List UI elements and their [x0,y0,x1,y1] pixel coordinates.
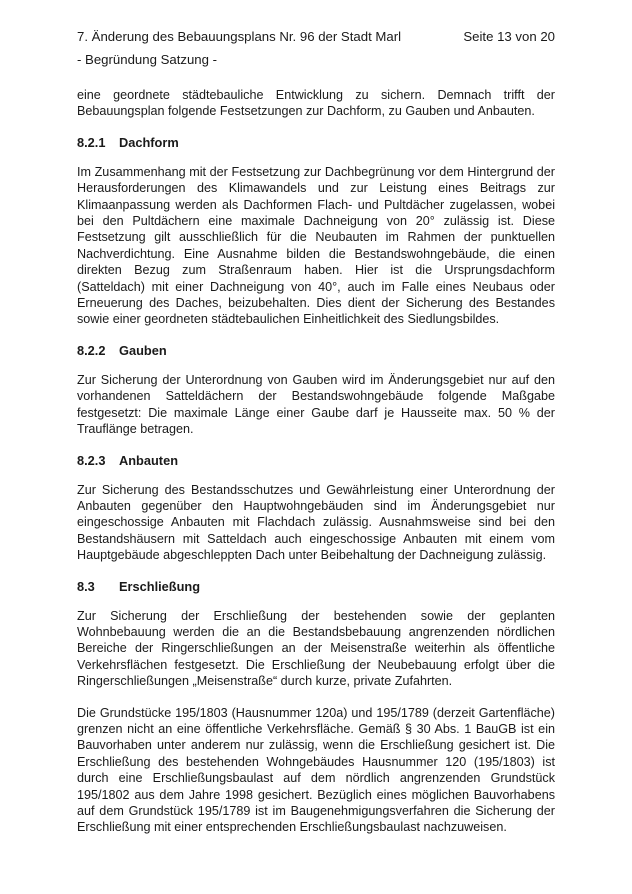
erschliessung-paragraph-2: Die Grundstücke 195/1803 (Hausnummer 120a) und 195/1789 (derzeit Gartenfläche) grenzen nicht an eine öffentliche Verkehrsfläche. Gemäß § 30 Abs. 1 BauGB ist ein Bauvorhaben unter anderem nur zulässig, wenn die Erschließung gesichert ist. Die Erschließung des bestehenden Wohngebäudes Hausnummer 120 (195/1803) ist durch eine Erschließungsbaulast auf dem nördlich angrenzenden Grundstück 195/1802 aus dem Jahre 1998 gesichert. Bezüglich eines möglichen Bauvorhabens auf dem Grundstück 195/1789 ist im Baugenehmigungsverfahren die Sicherung der Erschließung mit einer entsprechenden Erschließungsbaulast nachzuweisen. [77,705,555,835]
section-number: 8.3 [77,578,95,594]
document-title: 7. Änderung des Bebauungsplans Nr. 96 der Stadt Marl [77,29,402,44]
section-heading-dachform [77,135,555,151]
dachform-paragraph: Im Zusammenhang mit der Festsetzung zur Dachbegrünung vor dem Hintergrund der Herausforderungen des Klimawandels und zur Leistung eines Beitrags zur Klimaanpassung werden als Dachformen Flach- und Pultdächer zugelassen, wobei bei den Pultdächern eine maximale Dachneigung von 20° zulässig ist. Diese Festsetzung gilt ausschließlich für die Neubauten im Rahmen der punktuellen Nachverdichtung. Eine Ausnahme bilden die Bestandswohngebäude, die einen direkten Bezug zum Straßenraum haben. Hier ist die Ursprungsdachform (Satteldach) mit einer Dachneigung von 40°, auch im Falle eines Neubaus oder Erneuerung des Daches, beizubehalten. Dies dient der Sicherung des Bestandes sowie einer geordneten städtebaulichen Einheitlichkeit des Siedlungsbildes. [77,164,555,327]
gauben-paragraph: Zur Sicherung der Unterordnung von Gauben wird im Änderungsgebiet nur auf den vorhandenen Satteldächern der Bestandswohngebäude folgende Maßgabe festgesetzt: Die maximale Länge einer Gaube darf je Hausseite max. 50 % der Trauflänge betragen. [77,372,555,437]
section-heading-anbauten [77,453,555,469]
section-title: Erschließung [119,578,201,594]
anbauten-paragraph: Zur Sicherung des Bestandsschutzes und Gewährleistung einer Unterordnung der Anbauten gegenüber den Hauptwohngebäuden sind im Änderungsgebiet nur eingeschossige Anbauten mit Flachdach zulässig. Ausnahmsweise sind bei den Bestandshäusern mit Satteldach auch eingeschossige Anbauten mit einem vom Hauptgebäude abgeschleppten Dach unter Beibehaltung der Dachneigung zulässig. [77,482,555,563]
section-number: 8.2.3 [77,452,106,468]
erschliessung-paragraph-1: Zur Sicherung der Erschließung der bestehenden sowie der geplanten Wohnbebauung werden die an die Bestandsbebauung angrenzenden nördlichen Bereiche der Ringerschließungen an der Meisenstraße weiterhin als öffentliche Verkehrsflächen festgesetzt. Die Erschließung der Neubebauung erfolgt über die Ringerschließungen „Meisenstraße“ durch kurze, private Zufahrten. [77,608,555,689]
intro-paragraph: eine geordnete städtebauliche Entwicklung zu sichern. Demnach trifft der Bebauungsplan folgende Festsetzungen zur Dachform, zu Gauben und Anbauten. [77,88,555,119]
section-heading-gauben [77,343,555,359]
section-title: Gauben [119,342,167,358]
document-body [77,87,555,851]
section-number: 8.2.2 [77,342,106,358]
document-subtitle: - Begründung Satzung - [77,52,218,67]
section-number: 8.2.1 [77,134,106,150]
section-title: Dachform [119,134,179,150]
page-number: Seite 13 von 20 [463,29,555,44]
section-title: Anbauten [119,452,179,468]
section-heading-erschliessung [77,579,555,595]
